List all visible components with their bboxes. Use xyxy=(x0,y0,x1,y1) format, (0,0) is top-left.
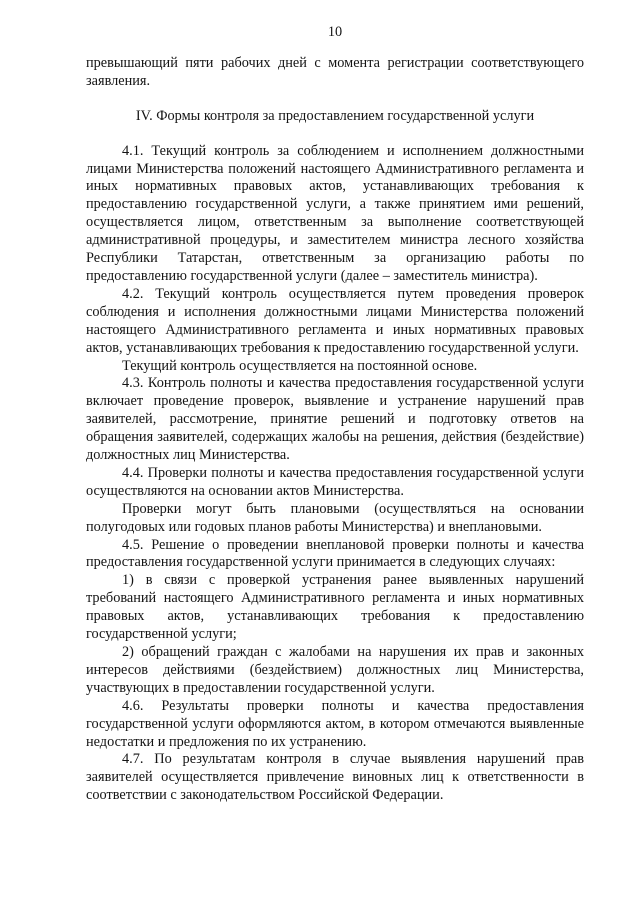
section-heading: IV. Формы контроля за предоставлением государственной услуги xyxy=(135,107,535,124)
paragraph-4-2: 4.2. Текущий контроль осуществляется путем проведения проверок соблюдения и исполнения должностными лицами Министерства положений настоящего Административного регламента и иных нормативных правовых актов, устанавливающих требования к предоставлению государственной услуги. xyxy=(86,285,584,356)
paragraph-4-7: 4.7. По результатам контроля в случае выявления нарушений прав заявителей осуществляется привлечение виновных лиц к ответственности в соответствии с законодательством Российской Федерации. xyxy=(86,751,584,804)
paragraph-planned-checks: Проверки могут быть плановыми (осуществляться на основании полугодовых или годовых планов работы Министерства) и внеплановыми. xyxy=(86,500,584,535)
intro-paragraph: превышающий пяти рабочих дней с момента регистрации соответствующего заявления. xyxy=(86,54,584,89)
page-number: 10 xyxy=(327,24,343,40)
paragraph-4-3: 4.3. Контроль полноты и качества предоставления государственной услуги включает проведение проверок, выявление и устранение нарушений прав заявителей, рассмотрение, принятие решений и подготовку ответов на обращения заявителей, содержащих жалобы на решения, действия (бездействие) должностных лиц Министерства. xyxy=(86,375,584,464)
list-item-1: 1) в связи с проверкой устранения ранее выявленных нарушений требований настоящего Административного регламента и иных нормативных правовых актов, устанавливающих требования к предоставлению государственной услуги; xyxy=(86,572,584,643)
paragraph-4-1: 4.1. Текущий контроль за соблюдением и исполнением должностными лицами Министерства положений настоящего Административного регламента и иных нормативных правовых актов, устанавливающих требования к предоставлению государственной услуги, а также принятием ими решений, осуществляется лицом, ответственным за выполнение соответствующей административной процедуры, и заместителем министра лесного хозяйства Республики Татарстан, ответственным за организацию работы по предоставлению государственной услуги (далее – заместитель министра). xyxy=(86,142,584,284)
paragraph-4-5: 4.5. Решение о проведении внеплановой проверки полноты и качества предоставления государственной услуги принимается в следующих случаях: xyxy=(86,536,584,571)
list-item-2: 2) обращений граждан с жалобами на нарушения их прав и законных интересов действиями (бездействием) должностных лиц Министерства, участвующих в предоставлении государственной услуги. xyxy=(86,644,584,696)
paragraph-4-4: 4.4. Проверки полноты и качества предоставления государственной услуги осуществляются на основании актов Министерства. xyxy=(86,464,584,499)
paragraph-4-6: 4.6. Результаты проверки полноты и качества предоставления государственной услуги оформляются актом, в котором отмечаются выявленные недостатки и предложения по их устранению. xyxy=(86,697,584,750)
paragraph-ongoing-control: Текущий контроль осуществляется на постоянной основе. xyxy=(122,357,478,374)
